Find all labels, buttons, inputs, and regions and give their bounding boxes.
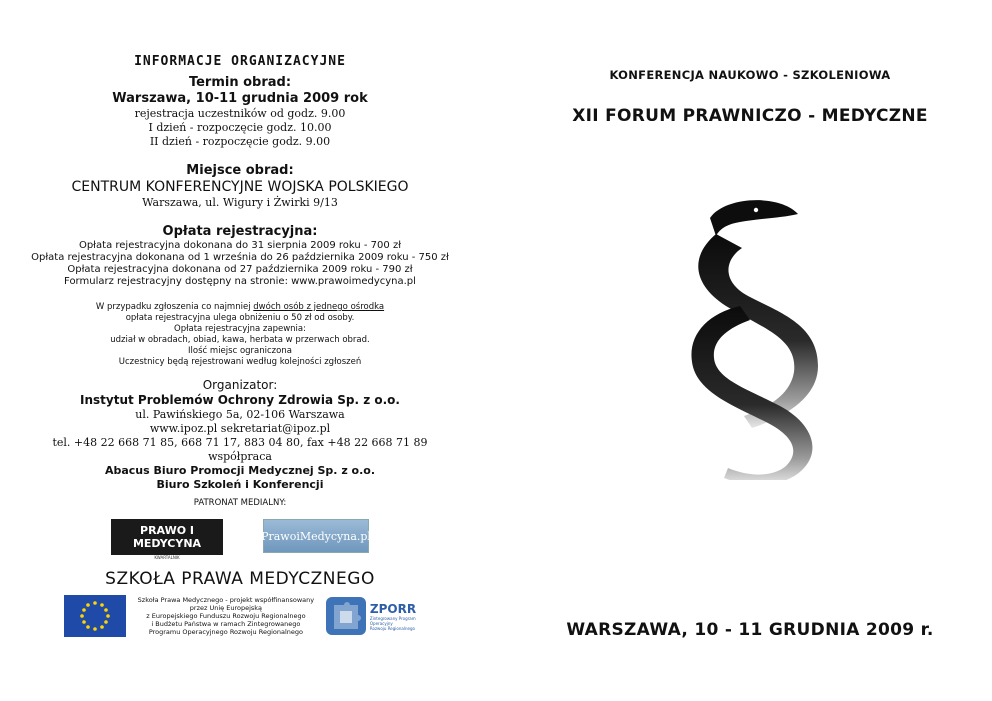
zporr-sub: Operacyjny [369,620,393,626]
organizer-phone: tel. +48 22 668 71 85, 668 71 17, 883 04 80, fax +48 22 668 71 89 [52,436,428,449]
miejsce-label: Miejsce obrad: [186,163,294,178]
event-date-location: WARSZAWA, 10 - 11 GRUDNIA 2009 r. [566,620,934,640]
puzzle-icon [326,597,366,635]
eu-text-line: Szkoła Prawa Medycznego - projekt współfinansowany [137,596,315,604]
organizer-label: Organizator: [202,378,278,392]
logo-subtitle: KWARTALNIK [154,555,180,560]
discount-line: opłata rejestracyjna ulega obniżeniu o 50 zł od osoby. [125,313,355,323]
eu-text-line: Programu Operacyjnego Rozwoju Regionalnego [148,628,303,636]
cooperation-label: współpraca [208,450,272,463]
eu-text-line: i Budżetu Państwa w ramach Zintegrowanego [151,620,301,628]
discount-line: udział w obradach, obiad, kawa, herbata w przerwach obrad. [110,335,370,345]
discount-underlined: dwóch osób z jednego ośrodka [253,302,385,312]
oplata-line: Formularz rejestracyjny dostępny na stronie: www.prawoimedycyna.pl [64,276,416,287]
prawoimedycyna-portal-logo [263,519,369,553]
media-patronage-label: PATRONAT MEDIALNY: [193,498,287,508]
termin-line: rejestracja uczestników od godz. 9.00 [134,107,346,120]
termin-date: Warszawa, 10-11 grudnia 2009 rok [112,91,368,106]
cooperation-name: Biuro Szkoleń i Konferencji [156,478,324,491]
discount-line: Uczestnicy będą rejestrowani według kolejności zgłoszeń [118,357,362,367]
cooperation-name: Abacus Biuro Promocji Medycznej Sp. z o.o. [104,464,376,477]
zporr-logo [326,597,416,635]
eu-text-line: przez Unię Europejską [189,604,263,612]
oplata-line: Opłata rejestracyjna dokonana od 27 października 2009 roku - 790 zł [67,264,413,275]
eu-text-line: z Europejskiego Funduszu Rozwoju Regionalnego [146,612,306,620]
zporr-sub: Rozwoju Regionalnego [369,625,415,631]
miejsce-name: CENTRUM KONFERENCYJNE WOJSKA POLSKIEGO [71,179,409,195]
eu-flag-icon [64,595,126,637]
logo-title: PRAWO I MEDYCYNA [111,519,223,555]
school-title: SZKOŁA PRAWA MEDYCZNEGO [105,569,375,589]
miejsce-address: Warszawa, ul. Wigury i Żwirki 9/13 [142,196,338,209]
eu-funding-text [136,596,316,636]
termin-line: II dzień - rozpoczęcie godz. 9.00 [149,135,331,148]
prawo-i-medycyna-logo [111,519,223,559]
discount-line [30,302,450,313]
termin-line: I dzień - rozpoczęcie godz. 10.00 [148,121,332,134]
discount-line: Ilość miejsc ograniczona [188,346,292,356]
discount-prefix: W przypadku zgłoszenia co najmniej [95,302,254,312]
forum-title: XII FORUM PRAWNICZO - MEDYCZNE [572,106,928,126]
termin-label: Termin obrad: [188,75,292,90]
oplata-line: Opłata rejestracyjna dokonana od 1 września do 26 października 2009 roku - 750 zł [31,252,449,263]
organizer-name: Instytut Problemów Ochrony Zdrowia Sp. z o.o. [80,393,400,407]
oplata-label: Opłata rejestracyjna: [162,224,318,239]
conference-type: KONFERENCJA NAUKOWO - SZKOLENIOWA [609,68,891,82]
cover-panel [530,0,970,701]
zporr-title: ZPORR [369,601,417,616]
funding-row [30,595,450,637]
snake-paragraph-icon [670,196,830,480]
oplata-line: Opłata rejestracyjna dokonana do 31 sierpnia 2009 roku - 700 zł [78,240,402,251]
zporr-text [370,602,416,631]
zporr-sub: Zintegrowany Program [369,615,416,621]
organizer-web: www.ipoz.pl sekretariat@ipoz.pl [149,422,331,435]
info-heading: INFORMACJE ORGANIZACYJNE [134,54,346,69]
discount-line: Opłata rejestracyjna zapewnia: [174,324,306,334]
organizer-address: ul. Pawińskiego 5a, 02-106 Warszawa [135,408,345,421]
organizational-info-panel [30,54,450,637]
media-logos [30,519,450,559]
logo-title: PrawoiMedycyna.pl [261,529,371,543]
